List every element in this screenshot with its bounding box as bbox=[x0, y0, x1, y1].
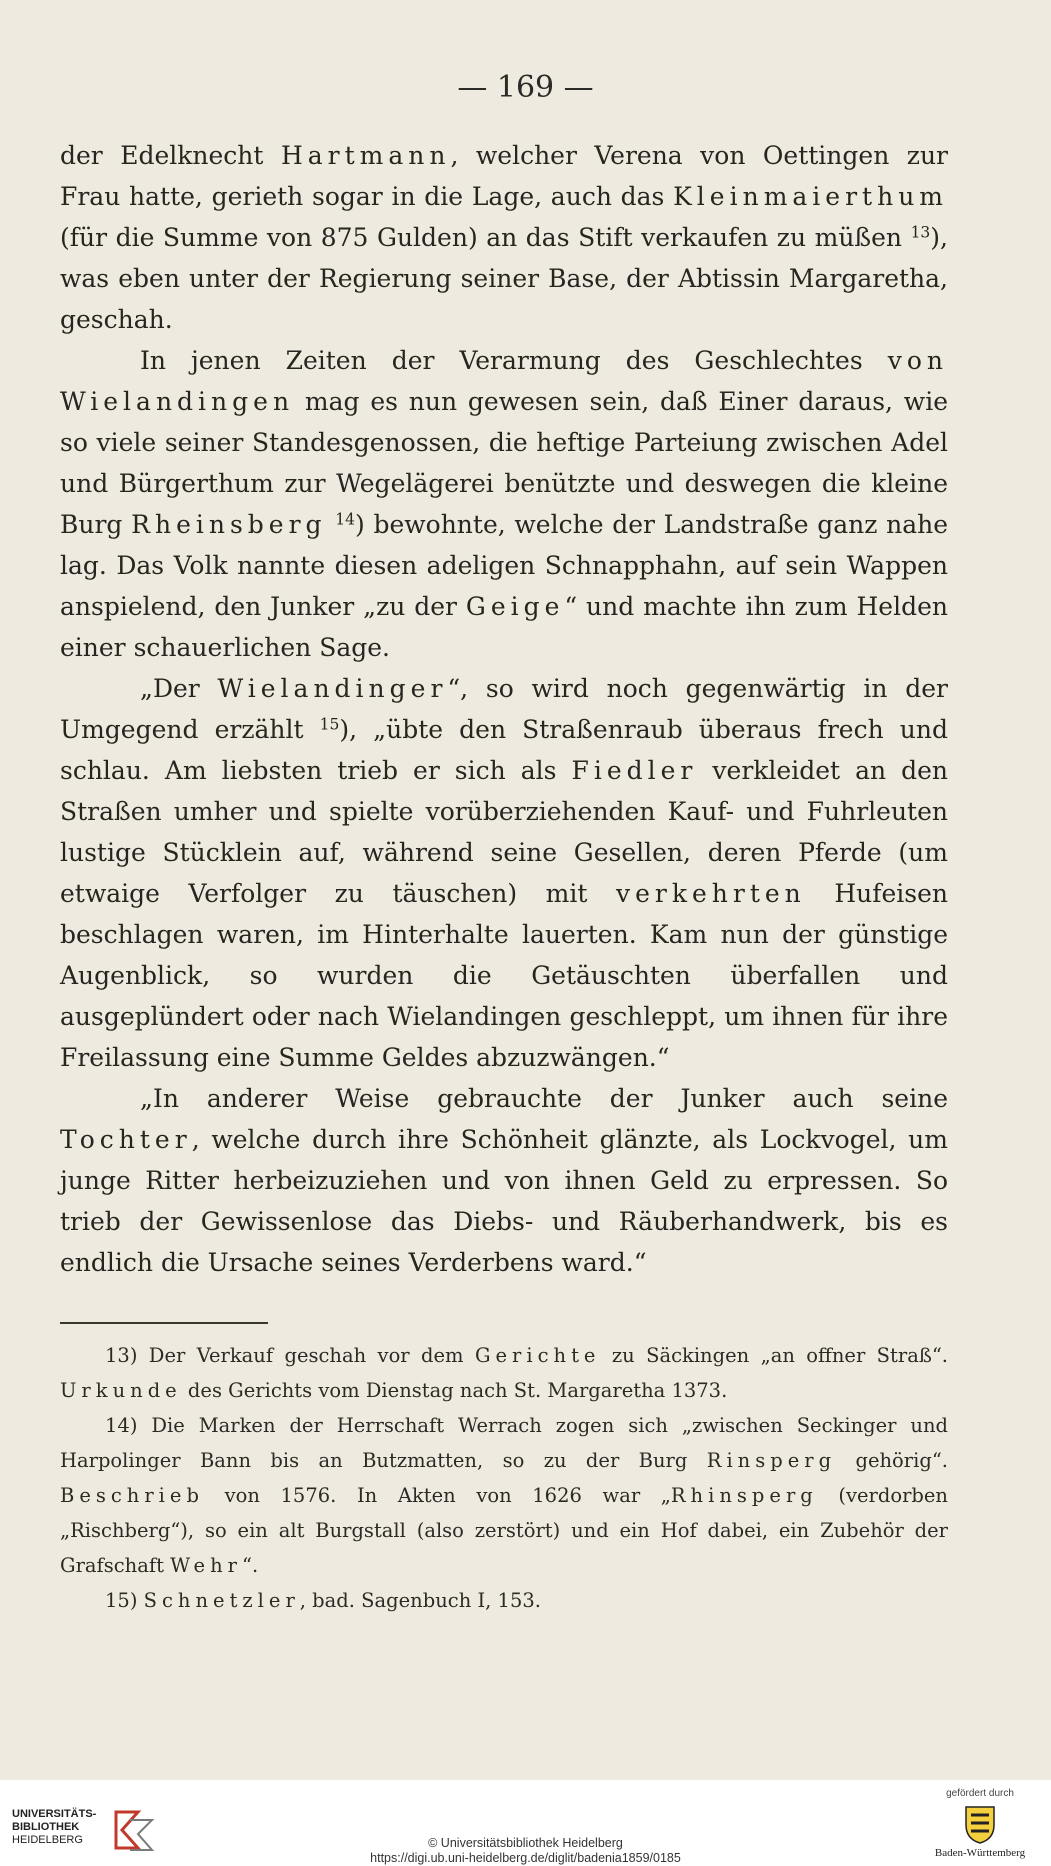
spaced-emphasis: Fiedler bbox=[571, 756, 698, 785]
spaced-emphasis: Gerichte bbox=[474, 1344, 601, 1367]
coat-of-arms-icon bbox=[960, 1803, 1000, 1845]
spaced-emphasis: Hartmann bbox=[280, 141, 451, 170]
library-name-line: BIBLIOTHEK bbox=[12, 1821, 80, 1833]
spaced-emphasis: Beschrieb bbox=[60, 1484, 204, 1507]
text-run: des Gerichts vom Dienstag nach St. Margaretha 1373. bbox=[181, 1379, 728, 1402]
library-name-line: UNIVERSITÄTS- bbox=[12, 1808, 97, 1820]
credit-block bbox=[0, 1836, 1051, 1866]
text-run: „Der bbox=[140, 674, 218, 703]
footnote-reference: 13 bbox=[910, 223, 931, 242]
footnote bbox=[60, 1583, 948, 1618]
paragraph bbox=[60, 340, 948, 668]
text-run: , welche durch ihre Schönheit glänzte, als Lockvogel, um junge Ritter herbeizuziehen und von ihnen Geld zu erpressen. So trieb der Gewissenlose das Diebs- und Räuberhandwerk, bis es endlich die Ursache seines Verderbens ward.“ bbox=[60, 1125, 948, 1277]
paragraph bbox=[60, 1078, 948, 1283]
spaced-emphasis: Kleinmaierthum bbox=[673, 182, 948, 211]
footnote-reference: 14 bbox=[335, 510, 355, 529]
text-run: verkleidet an den Straßen umher und spielte vorüberziehenden Kauf- und Fuhrleuten lustige Stücklein auf, während seine Gesellen, deren Pferde (um etwaige Verfolger zu täuschen) mit bbox=[60, 756, 948, 908]
footnote bbox=[60, 1408, 948, 1583]
text-run: ), was eben unter der Regierung seiner Base, der Abtissin Margaretha, geschah. bbox=[60, 223, 948, 334]
spaced-emphasis: Tochter bbox=[60, 1125, 192, 1154]
source-url-link[interactable]: https://digi.ub.uni-heidelberg.de/diglit/badenia1859/0185 bbox=[370, 1851, 681, 1865]
text-run: (für die Summe von 875 Gulden) an das Stift verkaufen zu müßen bbox=[60, 223, 911, 252]
paragraph bbox=[60, 668, 948, 1078]
text-run: “ und machte ihn zum Helden einer schauerlichen Sage. bbox=[60, 592, 948, 662]
funded-by-label: gefördert durch bbox=[946, 1788, 1014, 1799]
page-number: — 169 — bbox=[457, 70, 594, 105]
spaced-emphasis: Rhinsperg bbox=[670, 1484, 818, 1507]
copyright-text: © Universitätsbibliothek Heidelberg bbox=[428, 1836, 623, 1850]
text-run: ), „übte den Straßenraub überaus frech und schlau. Am liebsten trieb er sich als bbox=[60, 715, 948, 785]
text-run: 15) bbox=[105, 1589, 144, 1612]
text-run: , bad. Sagenbuch I, 153. bbox=[299, 1589, 541, 1612]
text-run bbox=[327, 510, 336, 539]
funding-badge[interactable] bbox=[920, 1788, 1040, 1859]
text-run: Hufeisen beschlagen waren, im Hinterhalte lauerten. Kam nun der günstige Augenblick, so wurden die Getäuschten überfallen und ausgeplündert oder nach Wielandingen geschleppt, um ihnen für ihre Freilassung eine Summe Geldes abzuzwängen.“ bbox=[60, 879, 948, 1072]
spaced-emphasis: Urkunde bbox=[60, 1379, 182, 1402]
body-text bbox=[60, 135, 948, 1283]
text-run: „In anderer Weise gebrauchte der Junker auch seine bbox=[140, 1084, 948, 1113]
spaced-emphasis: Rheinsberg bbox=[131, 510, 327, 539]
spaced-emphasis: von Wielandingen bbox=[60, 346, 948, 416]
text-run: In jenen Zeiten der Verarmung des Geschlechtes bbox=[140, 346, 888, 375]
footnotes bbox=[60, 1338, 948, 1618]
footnote bbox=[60, 1338, 948, 1408]
text-run: zu Säckingen „an offner Straß“. bbox=[600, 1344, 949, 1367]
spaced-emphasis: Wehr bbox=[170, 1554, 242, 1577]
text-run: , welcher Verena von Oettingen zur Frau hatte, gerieth sogar in die Lage, auch das bbox=[60, 141, 948, 211]
spaced-emphasis: Geige bbox=[465, 592, 565, 621]
text-run: mag es nun gewesen sein, daß Einer daraus, wie so viele seiner Standesgenossen, die heftige Parteiung zwischen Adel und Bürgerthum zur Wegelägerei benützte und deswegen die kleine Burg bbox=[60, 387, 948, 539]
text-run: gehörig“. bbox=[836, 1449, 948, 1472]
spaced-emphasis: Wielandinger bbox=[217, 674, 448, 703]
funder-name: Baden-Württemberg bbox=[934, 1847, 1026, 1859]
text-run: “. bbox=[241, 1554, 259, 1577]
text-run: (verdorben „Rischberg“), so ein alt Burgstall (also zerstört) und ein Hof dabei, ein Zubehör der Grafschaft bbox=[60, 1484, 948, 1577]
footnote-separator bbox=[60, 1322, 268, 1324]
text-run: “, so wird noch gegenwärtig in der Umgegend erzählt bbox=[60, 674, 948, 744]
paragraph bbox=[60, 135, 948, 340]
footnote-reference: 15 bbox=[319, 715, 340, 734]
spaced-emphasis: Schnetzler bbox=[143, 1589, 300, 1612]
text-run: von 1576. In Akten von 1626 war „ bbox=[203, 1484, 671, 1507]
library-name-line: HEIDELBERG bbox=[12, 1834, 83, 1846]
spaced-emphasis: verkehrten bbox=[615, 879, 806, 908]
spaced-emphasis: Rinsperg bbox=[706, 1449, 837, 1472]
text-run: der Edelknecht bbox=[60, 141, 281, 170]
text-run: 13) Der Verkauf geschah vor dem bbox=[105, 1344, 475, 1367]
text-run: 14) Die Marken der Herrschaft Werrach zogen sich „zwischen Seckinger und Harpolinger Bann bis an Butzmatten, so zu der Burg bbox=[60, 1414, 948, 1472]
text-run: ) bewohnte, welche der Landstraße ganz nahe lag. Das Volk nannte diesen adeligen Schnapphahn, auf sein Wappen anspielend, den Junker „zu der bbox=[60, 510, 948, 621]
